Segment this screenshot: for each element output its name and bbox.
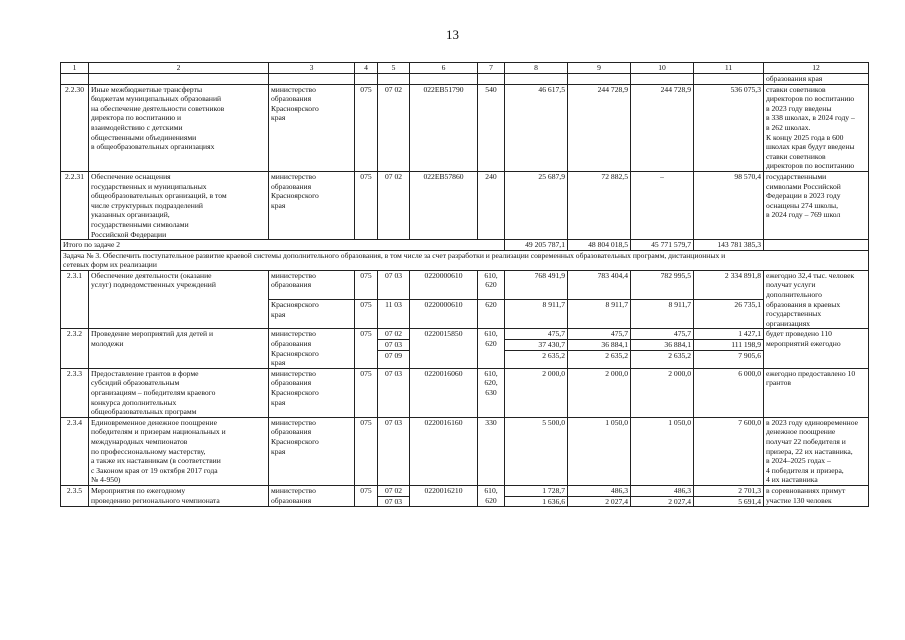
empty-cell [89, 74, 269, 85]
csr-code: 022ЕВ57860 [410, 171, 478, 239]
column-header-3: 3 [269, 63, 355, 74]
responsible-org: министерство образования [269, 270, 355, 299]
responsible-org: министерство образования Красноярского края [269, 329, 355, 368]
responsible-org: министерство образования Красноярского края [269, 171, 355, 239]
value-total: 98 570,4 [694, 171, 764, 239]
value-2024: 72 882,5 [568, 171, 631, 239]
rzpr-code: 07 03 [378, 417, 410, 485]
csr-code: 0220016210 [410, 485, 478, 506]
total-2025: 45 771 579,7 [631, 240, 694, 251]
total-2024: 48 804 018,5 [568, 240, 631, 251]
column-header-9: 9 [568, 63, 631, 74]
csr-code: 022ЕВ51790 [410, 84, 478, 171]
value-2024: 475,7 36 884,1 2 635,2 [568, 329, 631, 368]
value-2023: 8 911,7 [505, 300, 568, 329]
continuation-note: образования края [764, 74, 869, 85]
total-sum: 143 781 385,3 [694, 240, 764, 251]
empty-cell [631, 74, 694, 85]
rzpr-code: 07 02 [378, 171, 410, 239]
column-header-12: 12 [764, 63, 869, 74]
vr-code: 330 [478, 417, 505, 485]
value-2025: 2 000,0 [631, 368, 694, 417]
measure-name: Иные межбюджетные трансферты бюджетам муниципальных образований на обеспечение деятельности советников директора по воспитанию и взаимодействию с детскими общественными объединениями в общеобразовательных организациях [89, 84, 269, 171]
value-2024: 244 728,9 [568, 84, 631, 171]
column-header-2: 2 [89, 63, 269, 74]
value-2024: 783 404,4 [568, 270, 631, 299]
table-row [61, 329, 869, 368]
measure-name: Проведение мероприятий для детей и молодежи [89, 329, 269, 368]
grbs-code: 075 [355, 329, 378, 368]
csr-code: 0220016060 [410, 368, 478, 417]
csr-code: 0220000610 [410, 270, 478, 299]
measure-name: Единовременное денежное поощрение победителям и призерам национальных и международных чемпионатов по профессиональному мастерству, а также их наставникам (в соответствии с Законом края от 19 октября 2017 года № 4-950) [89, 417, 269, 485]
value-2025: 782 995,5 [631, 270, 694, 299]
vr-code: 610, 620 [478, 270, 505, 299]
measure-name: Мероприятия по ежегодному проведению регионального чемпионата [89, 485, 269, 506]
responsible-org: министерство образования Красноярского края [269, 368, 355, 417]
vr-code: 610, 620 [478, 485, 505, 506]
row-number: 2.3.1 [61, 270, 89, 329]
empty-cell [568, 74, 631, 85]
grbs-code: 075 [355, 270, 378, 299]
total-2023: 49 205 787,1 [505, 240, 568, 251]
column-header-8: 8 [505, 63, 568, 74]
empty-cell [378, 74, 410, 85]
grbs-code: 075 [355, 84, 378, 171]
value-2023: 5 500,0 [505, 417, 568, 485]
grbs-code: 075 [355, 485, 378, 506]
rzpr-code: 11 03 [378, 300, 410, 329]
row-number: 2.2.31 [61, 171, 89, 239]
expected-result: в 2023 году единовременное денежное поощрение получат 22 победителя и призера, 22 их наставника, в 2024–2025 годах – 4 победителя и призера, 4 их наставника [764, 417, 869, 485]
column-header-10: 10 [631, 63, 694, 74]
value-2025: 1 050,0 [631, 417, 694, 485]
empty-cell [694, 74, 764, 85]
total-row [61, 240, 869, 251]
value-2025: 475,7 36 884,1 2 635,2 [631, 329, 694, 368]
value-2025: 486,3 2 027,4 [631, 485, 694, 506]
vr-code: 240 [478, 171, 505, 239]
row-number: 2.2.30 [61, 84, 89, 171]
vr-code: 610, 620, 630 [478, 368, 505, 417]
value-2023: 475,7 37 430,7 2 635,2 [505, 329, 568, 368]
table-row [61, 84, 869, 171]
rzpr-code: 07 03 [378, 270, 410, 299]
empty-cell [505, 74, 568, 85]
value-2025: – [631, 171, 694, 239]
measure-name: Предоставление грантов в форме субсидий образовательным организациям – победителям краевого конкурса дополнительных общеобразовательных программ [89, 368, 269, 417]
column-header-1: 1 [61, 63, 89, 74]
table-row [61, 368, 869, 417]
table-header-row [61, 63, 869, 74]
expected-result: будет проведено 110 мероприятий ежегодно [764, 329, 869, 368]
value-2024: 2 000,0 [568, 368, 631, 417]
empty-cell [61, 74, 89, 85]
empty-cell [764, 240, 869, 251]
expected-result: в соревнованиях примут участие 130 человек [764, 485, 869, 506]
row-number: 2.3.5 [61, 485, 89, 506]
rzpr-code: 07 02 07 03 07 09 [378, 329, 410, 368]
measure-name: Обеспечение деятельности (оказание услуг) подведомственных учреждений [89, 270, 269, 329]
grbs-code: 075 [355, 417, 378, 485]
rzpr-code: 07 02 07 03 [378, 485, 410, 506]
value-2025: 244 728,9 [631, 84, 694, 171]
value-2023: 1 728,7 1 636,6 [505, 485, 568, 506]
row-number: 2.3.3 [61, 368, 89, 417]
value-total: 7 600,0 [694, 417, 764, 485]
value-2025: 8 911,7 [631, 300, 694, 329]
value-total: 26 735,1 [694, 300, 764, 329]
program-table [60, 62, 869, 507]
value-2023: 2 000,0 [505, 368, 568, 417]
value-2023: 25 687,9 [505, 171, 568, 239]
value-2024: 486,3 2 027,4 [568, 485, 631, 506]
page-number: 13 [446, 27, 459, 42]
value-2024: 1 050,0 [568, 417, 631, 485]
empty-cell [355, 74, 378, 85]
csr-code: 0220015850 [410, 329, 478, 368]
value-total: 2 701,3 5 691,4 [694, 485, 764, 506]
table-row [61, 171, 869, 239]
value-total: 2 334 891,8 [694, 270, 764, 299]
task-heading-row [61, 250, 869, 270]
csr-code: 0220016160 [410, 417, 478, 485]
responsible-org: министерство образования Красноярского края [269, 84, 355, 171]
row-number: 2.3.4 [61, 417, 89, 485]
rzpr-code: 07 02 [378, 84, 410, 171]
value-total: 6 000,0 [694, 368, 764, 417]
empty-cell [269, 74, 355, 85]
responsible-org: министерство образования Красноярского края [269, 417, 355, 485]
table-row [61, 74, 869, 85]
table-row [61, 417, 869, 485]
column-header-7: 7 [478, 63, 505, 74]
vr-code: 620 [478, 300, 505, 329]
vr-code: 540 [478, 84, 505, 171]
grbs-code: 075 [355, 300, 378, 329]
grbs-code: 075 [355, 171, 378, 239]
expected-result: ежегодно 32,4 тыс. человек получат услуги дополнительного образования в краевых государственных организациях [764, 270, 869, 329]
value-2024: 8 911,7 [568, 300, 631, 329]
value-total: 1 427,1 111 198,9 7 905,6 [694, 329, 764, 368]
expected-result: государственными символами Российской Федерации в 2023 году оснащены 274 школы, в 2024 году – 769 школ [764, 171, 869, 239]
csr-code: 0220000610 [410, 300, 478, 329]
row-number: 2.3.2 [61, 329, 89, 368]
total-label: Итого по задаче 2 [61, 240, 505, 251]
responsible-org: министерство образования [269, 485, 355, 506]
grbs-code: 075 [355, 368, 378, 417]
table-row [61, 270, 869, 299]
measure-name: Обеспечение оснащения государственных и муниципальных общеобразовательных организаций, в том числе структурных подразделений указанных организаций, государственными символами Российской Федерации [89, 171, 269, 239]
empty-cell [478, 74, 505, 85]
value-2023: 768 491,9 [505, 270, 568, 299]
value-2023: 46 617,5 [505, 84, 568, 171]
value-total: 536 075,3 [694, 84, 764, 171]
empty-cell [410, 74, 478, 85]
column-header-6: 6 [410, 63, 478, 74]
task-3-heading: Задача № 3. Обеспечить поступательное развитие краевой системы дополнительного образования, в том числе за счет разработки и реализации современных образовательных программ, дистанционных и сетевых форм их реализации [61, 250, 869, 270]
table-row [61, 485, 869, 506]
vr-code: 610, 620 [478, 329, 505, 368]
expected-result: ставки советников директоров по воспитанию в 2023 году введены в 338 школах, в 2024 году – в 262 школах. К концу 2025 года в 600 школах края будут введены ставки советников директоров по воспитанию [764, 84, 869, 171]
responsible-org: Красноярского края [269, 300, 355, 329]
column-header-5: 5 [378, 63, 410, 74]
column-header-11: 11 [694, 63, 764, 74]
column-header-4: 4 [355, 63, 378, 74]
expected-result: ежегодно предоставлено 10 грантов [764, 368, 869, 417]
rzpr-code: 07 03 [378, 368, 410, 417]
